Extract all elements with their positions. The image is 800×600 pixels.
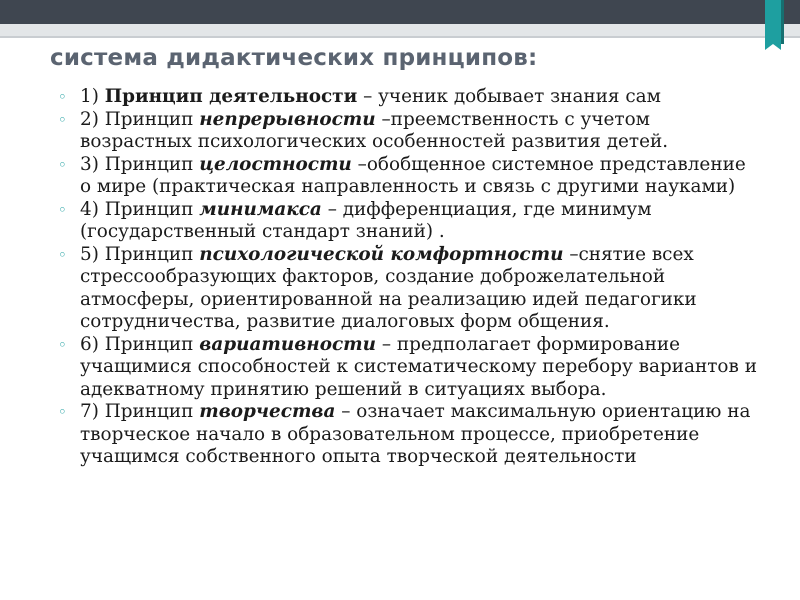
diamond-bullet-icon: ◦	[58, 335, 67, 354]
item-prefix: Принцип	[104, 108, 200, 130]
item-number: 1)	[80, 86, 105, 107]
top-band	[0, 0, 800, 24]
item-key: целостности	[199, 153, 352, 175]
slide-title: система дидактических принципов:	[50, 45, 538, 71]
diamond-bullet-icon: ◦	[58, 88, 67, 106]
list-item	[58, 154, 758, 199]
item-number: 3)	[80, 153, 105, 175]
item-prefix: Принцип	[104, 333, 200, 355]
list-item	[58, 109, 758, 154]
item-key: деятельности	[209, 86, 358, 107]
diamond-bullet-icon: ◦	[58, 245, 67, 264]
item-prefix: Принцип	[104, 86, 210, 107]
item-prefix: Принцип	[104, 401, 200, 422]
item-description: – означает максимальную ориентацию на творческое начало в образовательном процессе, приобретение учащимся собственного опыта творческой деятельности	[80, 401, 751, 467]
item-number: 7)	[80, 401, 105, 422]
item-description: – предполагает формирование учащимися способностей к систематическому перебору вариантов и адекватному принятию решений в ситуациях выбора.	[80, 333, 757, 400]
item-key: минимакса	[199, 198, 322, 220]
diamond-bullet-icon: ◦	[58, 110, 67, 129]
list-item	[58, 86, 758, 109]
item-description: –преемственность с учетом возрастных психологических особенностей развития детей.	[80, 108, 669, 152]
list-item	[58, 244, 758, 334]
item-prefix: Принцип	[104, 243, 200, 265]
item-description: – ученик добывает знания сам	[357, 86, 661, 107]
diamond-bullet-icon: ◦	[58, 155, 67, 174]
list-item	[58, 334, 758, 402]
item-key: творчества	[199, 401, 336, 422]
diamond-bullet-icon: ◦	[58, 403, 67, 421]
item-description: –обобщенное системное представление о мире (практическая направленность и связь с другими науками)	[80, 153, 746, 197]
item-key: вариативности	[199, 333, 376, 355]
item-number: 5)	[80, 243, 105, 265]
item-prefix: Принцип	[104, 198, 200, 220]
bookmark-ribbon-icon	[765, 0, 781, 44]
item-number: 6)	[80, 333, 105, 355]
item-key: непрерывности	[199, 108, 376, 130]
diamond-bullet-icon: ◦	[58, 200, 67, 219]
item-number: 2)	[80, 108, 105, 130]
item-key: психологической комфортности	[199, 243, 564, 265]
top-band-light	[0, 24, 800, 36]
ribbon-shadow	[781, 0, 784, 44]
item-prefix: Принцип	[104, 153, 200, 175]
bookmark-ribbon-tip	[765, 44, 781, 50]
list-item	[58, 401, 758, 469]
item-number: 4)	[80, 198, 105, 220]
list-item	[58, 199, 758, 244]
principles-list	[58, 86, 758, 469]
item-description: –снятие всех стрессообразующих факторов, создание доброжелательной атмосферы, ориентированной на реализацию идей педагогики сотрудничества, развитие диалоговых форм общения.	[80, 243, 697, 332]
item-description: – дифференциация, где минимум (государственный стандарт знаний) .	[80, 198, 652, 242]
top-band-divider	[0, 36, 800, 38]
